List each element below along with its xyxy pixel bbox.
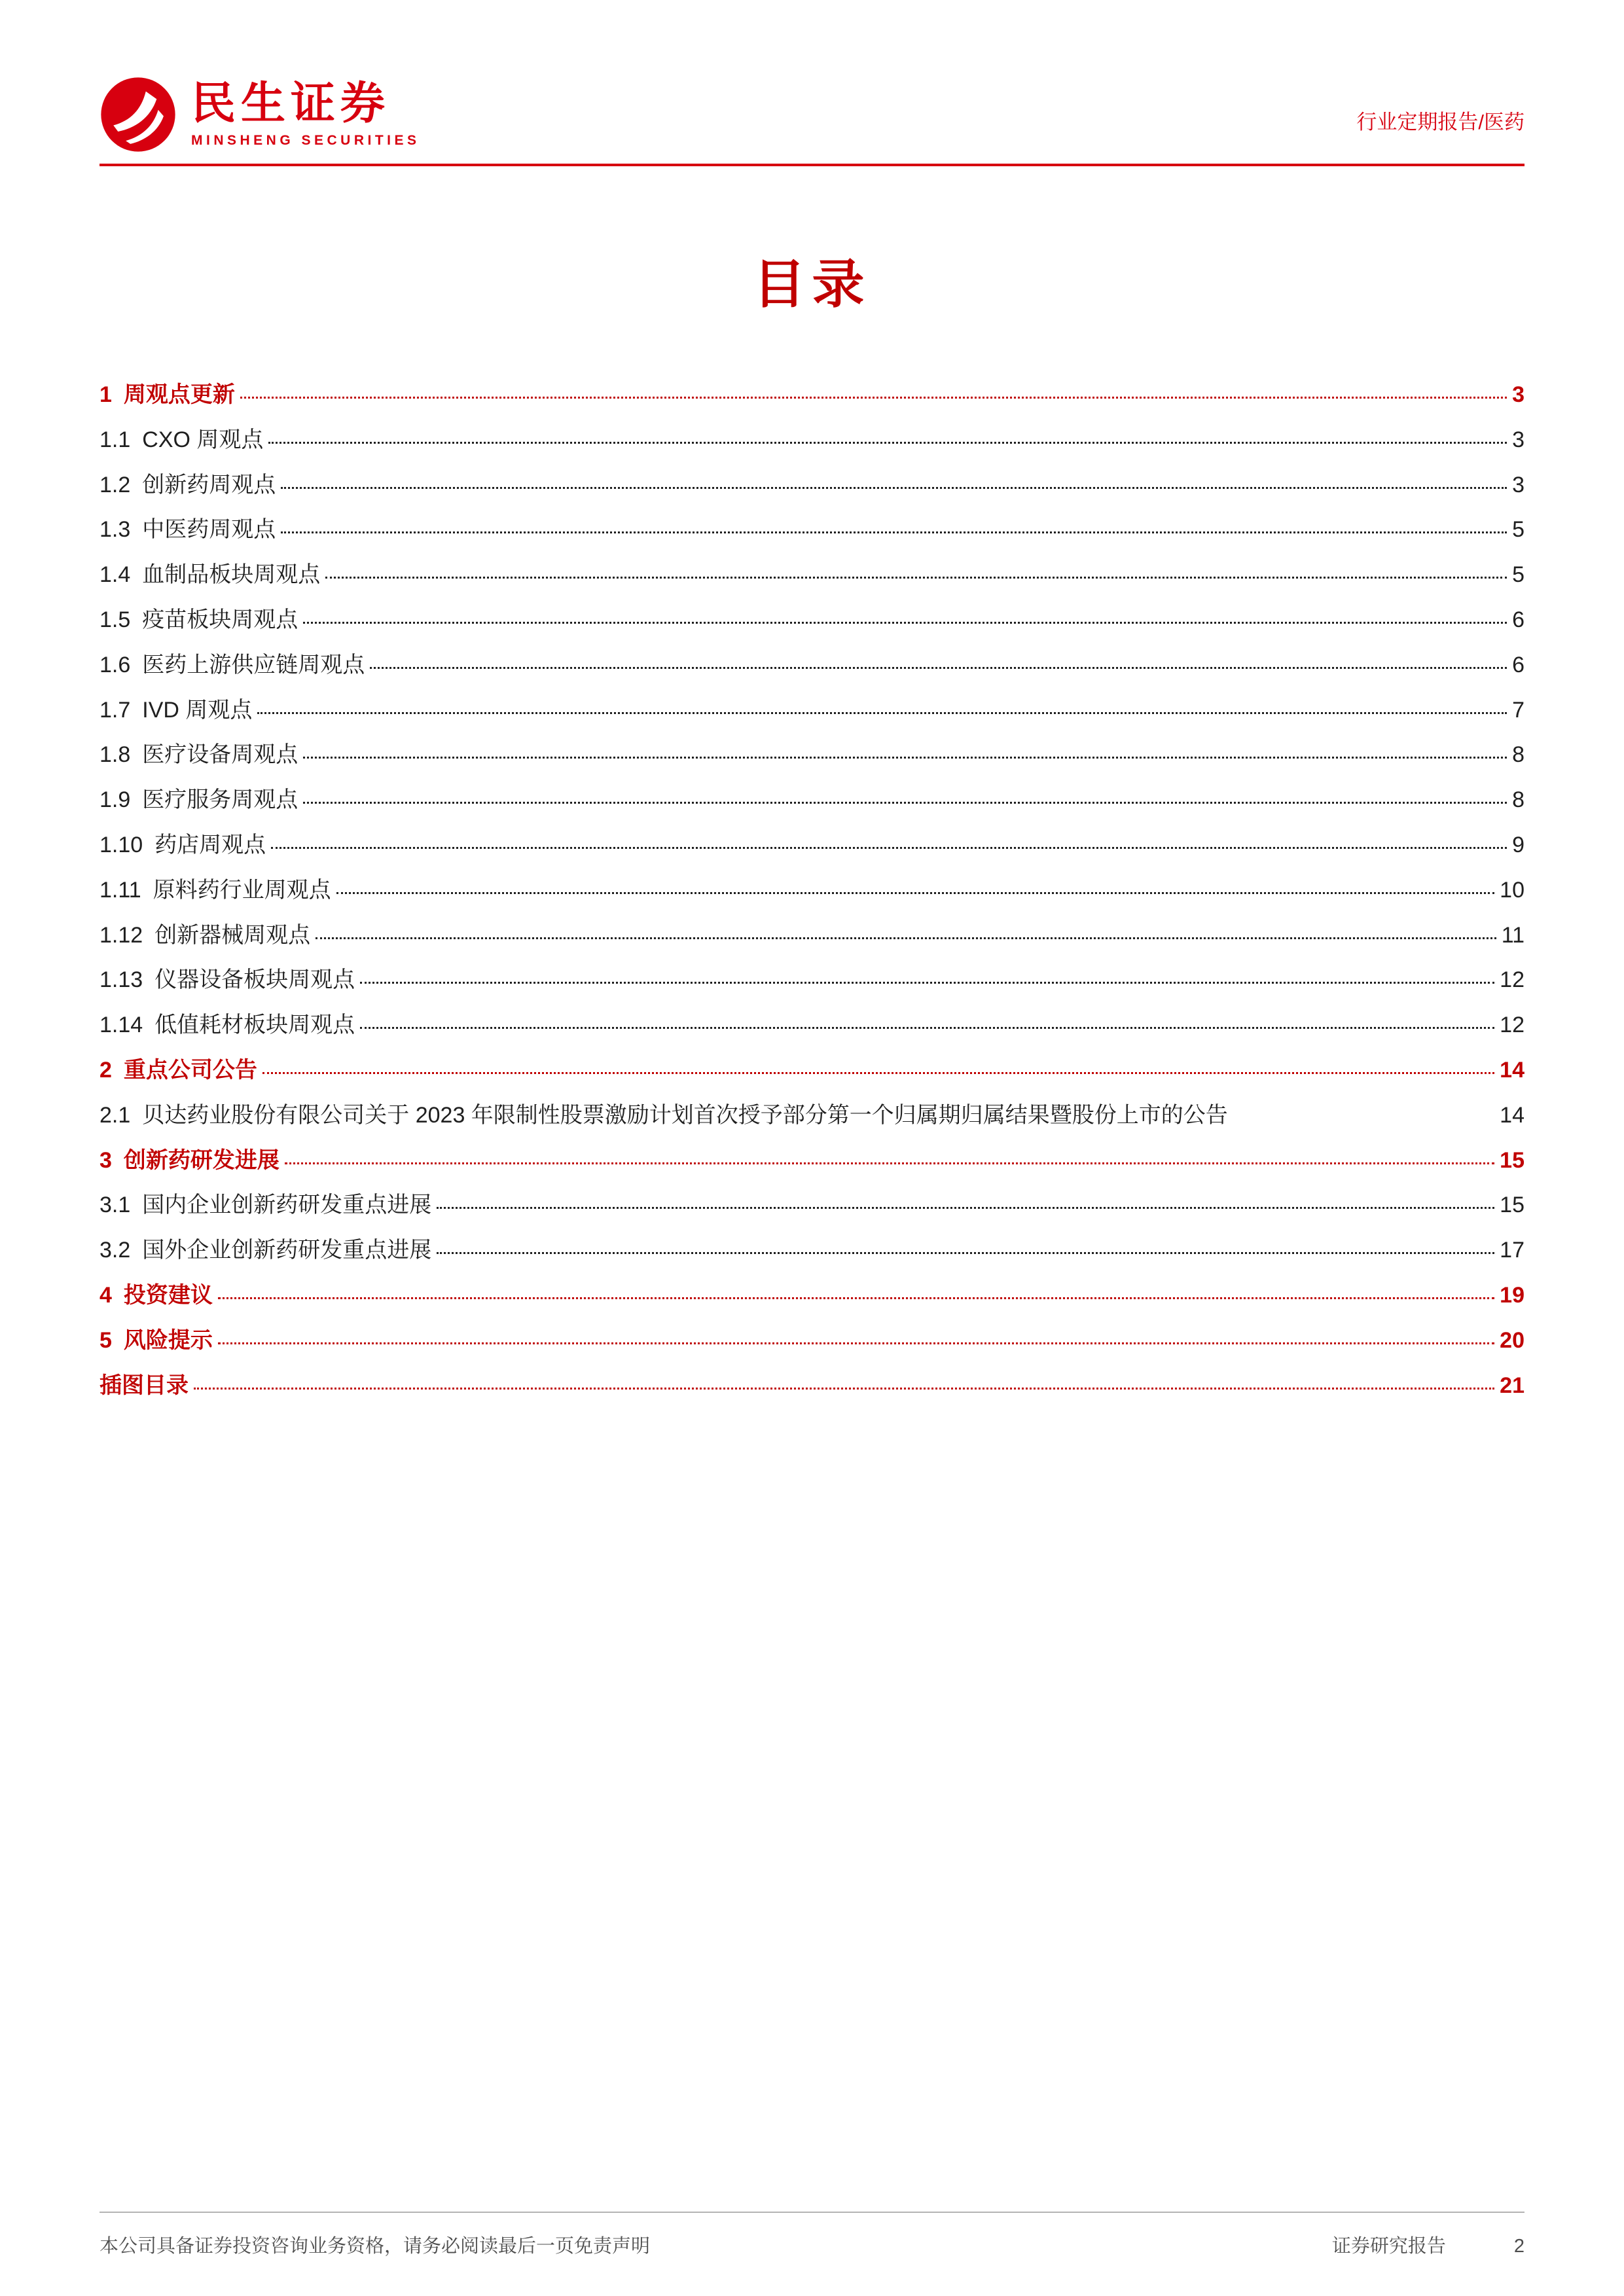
toc-leader-dots [303,622,1507,624]
toc-leader-dots [281,487,1507,489]
header-rule [99,164,1525,166]
toc-entry-page: 6 [1512,652,1525,677]
toc-entry[interactable] [99,688,1525,733]
toc-entry[interactable] [99,913,1525,958]
toc-leader-dots [437,1207,1494,1209]
toc-entry-number: 2 [99,1057,112,1083]
toc-entry-number: 1.9 [99,787,131,813]
toc-entry[interactable] [99,732,1525,778]
toc-entry-number: 3.2 [99,1238,131,1263]
toc-entry-page: 12 [1500,1013,1525,1038]
toc-entry[interactable] [99,1318,1525,1363]
toc-leader-dots [325,577,1507,579]
toc-entry-title: 创新药研发进展 [123,1147,280,1173]
toc-entry-number: 1 [99,382,112,407]
toc-entry-title: 风险提示 [123,1327,213,1353]
toc-entry-page: 7 [1512,697,1525,723]
toc-entry-number: 4 [99,1282,112,1308]
toc-title: 目录 [753,255,871,314]
minsheng-logo-icon [99,76,177,153]
toc-entry-number: 2.1 [99,1102,131,1128]
toc-entry-page: 5 [1512,517,1525,543]
toc-entry-title: 医药上游供应链周观点 [142,652,365,677]
toc-entry-title: 贝达药业股份有限公司关于 2023 年限制性股票激励计划首次授予部分第一个归属期归属结果暨股份上市的公告 [142,1102,1228,1128]
toc-entry-number: 1.10 [99,832,143,857]
toc-entry[interactable] [99,507,1525,552]
toc-entry-title: CXO 周观点 [142,427,264,452]
toc-entry[interactable] [99,868,1525,913]
toc-entry-title: 疫苗板块周观点 [142,607,298,632]
toc-entry-page: 8 [1512,742,1525,768]
toc-entry-number: 3 [99,1147,112,1173]
toc-entry-title: IVD 周观点 [142,697,253,723]
toc-entry-number: 3.1 [99,1193,131,1218]
page-header [99,0,1525,153]
toc-entry-number: 1.6 [99,652,131,677]
toc-leader-dots [240,397,1507,399]
toc-entry-title: 医疗服务周观点 [142,787,298,813]
logo-cn-label: 民生证券 [191,79,391,129]
toc-entry-page: 20 [1500,1327,1525,1353]
toc-entry-title: 仪器设备板块周观点 [154,967,355,993]
toc-entry-page: 12 [1500,967,1525,993]
footer-row [99,2231,1525,2258]
toc-entry-number: 5 [99,1327,112,1353]
toc-entry[interactable] [99,1048,1525,1093]
toc-entry[interactable] [99,1138,1525,1183]
toc-entry-page: 3 [1512,472,1525,497]
toc-entry-title: 药店周观点 [154,832,266,857]
minsheng-logo [99,76,420,153]
toc-entry-page: 11 [1501,922,1525,948]
toc-leader-dots [194,1388,1494,1390]
toc-entry-number: 1.3 [99,517,131,543]
toc-entry-title: 低值耗材板块周观点 [154,1013,355,1038]
toc-entry[interactable] [99,1273,1525,1318]
toc-entry[interactable] [99,463,1525,508]
toc-entry-title: 国内企业创新药研发重点进展 [142,1193,432,1218]
toc-entry-page: 15 [1500,1147,1525,1173]
toc-entry-title: 创新器械周观点 [154,922,311,948]
toc-entry[interactable] [99,643,1525,688]
toc-entry[interactable] [99,552,1525,598]
footer-report-label: 证券研究报告 [1331,2236,1446,2257]
page-content [99,0,1525,1408]
toc-entry-title: 周观点更新 [123,382,235,407]
toc-entry[interactable] [99,958,1525,1003]
logo-en-label: MINSHENG SECURITIES [191,132,420,148]
toc-entry-title: 国外企业创新药研发重点进展 [142,1238,432,1263]
toc-leader-dots [437,1252,1494,1254]
toc-entry[interactable] [99,823,1525,868]
toc-entry-page: 3 [1512,382,1525,407]
toc-entry[interactable] [99,372,1525,418]
toc-entry-title: 中医药周观点 [142,517,276,543]
toc-entry-title: 创新药周观点 [142,472,276,497]
toc-leader-dots [218,1297,1494,1299]
toc-leader-dots [360,1027,1494,1029]
footer-rule [99,2212,1525,2213]
toc-entry-page: 6 [1512,607,1525,632]
toc-entry-number: 1.2 [99,472,131,497]
toc-entry-number: 1.4 [99,562,131,588]
toc-entry-page: 21 [1500,1372,1525,1398]
toc-entry-page: 5 [1512,562,1525,588]
toc-entry-title: 血制品板块周观点 [142,562,321,588]
toc-entry-page: 15 [1500,1193,1525,1218]
toc-entry-number: 1.12 [99,922,143,948]
toc-leader-dots [218,1342,1494,1344]
toc-leader-dots [271,847,1507,849]
toc-entry-number: 1.5 [99,607,131,632]
toc-entry-page: 9 [1512,832,1525,857]
toc-entry-number: 1.13 [99,967,143,993]
toc-list [99,372,1525,1408]
logo-text [191,81,420,148]
toc-leader-dots [281,531,1507,533]
toc-leader-dots [360,982,1494,984]
toc-entry[interactable] [99,418,1525,463]
toc-entry-title: 重点公司公告 [123,1057,257,1083]
toc-entry-title: 医疗设备周观点 [142,742,298,768]
toc-leader-dots [370,667,1507,669]
toc-entry-page: 19 [1500,1282,1525,1308]
toc-entry-title: 原料药行业周观点 [153,877,331,903]
toc-leader-dots [262,1072,1494,1074]
toc-entry-title: 插图目录 [99,1372,189,1398]
toc-entry[interactable] [99,1183,1525,1228]
toc-entry[interactable] [99,598,1525,643]
toc-leader-dots [303,757,1507,759]
toc-entry-title: 投资建议 [123,1282,213,1308]
toc-leader-dots [336,892,1495,894]
toc-entry-number: 1.14 [99,1013,143,1038]
toc-leader-dots [316,937,1496,939]
toc-entry-page: 14 [1500,1057,1525,1083]
footer-right [1332,2231,1525,2258]
toc-leader-dots [268,442,1507,444]
toc-entry-number: 1.7 [99,697,131,723]
toc-entry-page: 3 [1512,427,1525,452]
toc-entry-page: 14 [1500,1102,1525,1128]
toc-entry[interactable] [99,778,1525,823]
footer-page-number: 2 [1513,2236,1525,2257]
footer-disclaimer: 本公司具备证券投资咨询业务资格，请务必阅读最后一页免责声明 [99,2236,651,2257]
toc-leader-dots [303,802,1507,804]
toc-entry-number: 1.8 [99,742,131,768]
toc-entry[interactable] [99,1093,1525,1138]
toc-entry-number: 1.11 [99,877,141,903]
toc-entry[interactable] [99,1003,1525,1048]
toc-entry-page: 10 [1500,877,1525,903]
toc-leader-dots [285,1162,1494,1164]
toc-entry-number: 1.1 [99,427,131,452]
report-type-label: 行业定期报告/医药 [1356,111,1525,134]
toc-entry-page: 17 [1500,1238,1525,1263]
page-footer [99,2212,1525,2258]
toc-leader-dots [257,712,1507,714]
toc-entry-page: 8 [1512,787,1525,813]
toc-entry[interactable] [99,1228,1525,1273]
toc-entry[interactable] [99,1363,1525,1408]
